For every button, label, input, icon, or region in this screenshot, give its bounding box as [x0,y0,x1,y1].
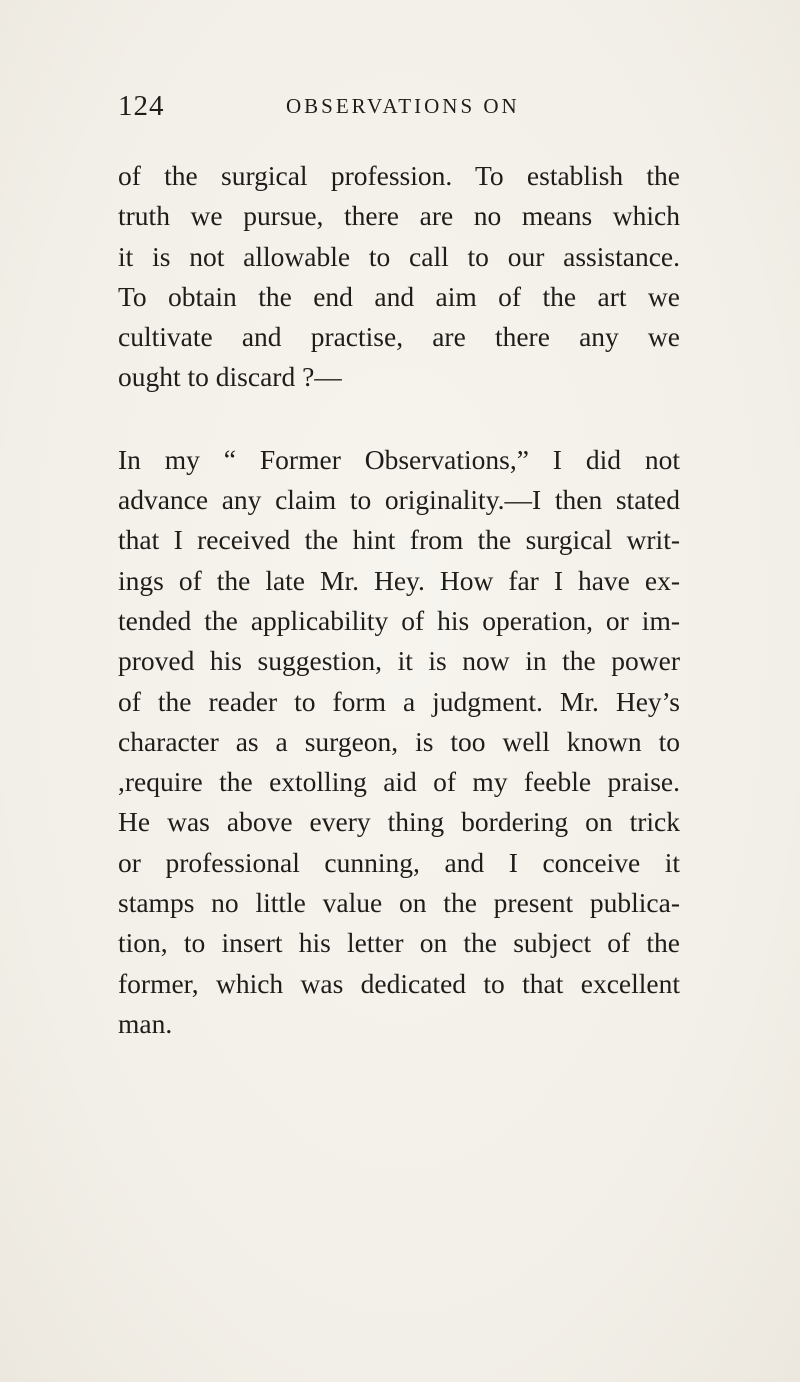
text-line: advance any claim to originality.—I then stated [118,484,680,516]
running-head [118,90,678,124]
text-line: proved his suggestion, it is now in the power [118,645,680,677]
text-line: ought to discard ?— [118,361,342,393]
body-text [118,156,680,1044]
text-line: To obtain the end and aim of the art we [118,280,680,312]
text-line: man. [118,1007,173,1039]
text-line: stamps no little value on the present publica- [118,887,680,919]
text-line: that I received the hint from the surgical writ- [118,524,680,556]
paragraph-spacer [118,398,680,440]
paragraph-2 [118,440,680,1044]
text-line: or professional cunning, and I conceive it [118,846,680,878]
text-line: character as a surgeon, is too well known to [118,725,680,757]
running-title: OBSERVATIONS ON [286,94,520,118]
text-line: tended the applicability of his operation, or im- [118,604,680,636]
text-line: He was above every thing bordering on trick [118,806,680,838]
text-line: of the reader to form a judgment. Mr. Hey’s [118,685,680,717]
text-line: ,require the extolling aid of my feeble praise. [118,766,680,798]
text-line: tion, to insert his letter on the subject of the [118,927,680,959]
text-line: truth we pursue, there are no means which [118,200,680,232]
text-line: cultivate and practise, are there any we [118,321,680,353]
paragraph-1 [118,156,680,398]
text-line: of the surgical profession. To establish the [118,160,680,191]
page-number: 124 [118,90,165,122]
text-line: In my “ Former Observations,” I did not [118,443,680,475]
text-line: ings of the late Mr. Hey. How far I have ex- [118,564,680,596]
text-line: former, which was dedicated to that excellent [118,967,680,999]
text-line: it is not allowable to call to our assistance. [118,240,680,272]
